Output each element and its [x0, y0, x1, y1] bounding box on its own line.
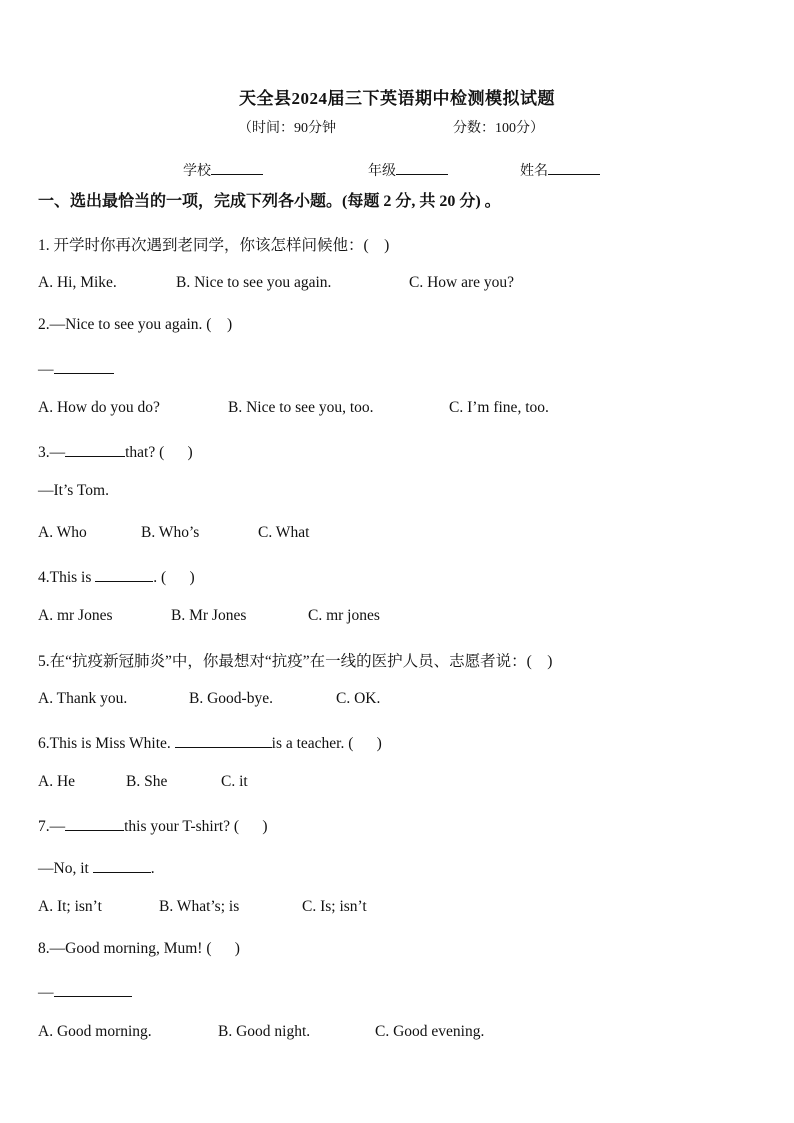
question-5-option-b[interactable]: B. Good-bye. — [189, 690, 273, 707]
question-7-reply-suffix: . — [150, 860, 155, 877]
question-4-option-c[interactable]: C. mr jones — [308, 607, 380, 624]
question-4-suffix: . ( ) — [153, 569, 195, 586]
question-2-reply-dash: — — [38, 361, 54, 378]
question-8-reply-dash: — — [38, 984, 54, 1001]
question-7-blank[interactable] — [65, 815, 124, 831]
question-1-option-b[interactable]: B. Nice to see you again. — [176, 274, 332, 291]
question-7-option-a[interactable]: A. It; isn’t — [38, 898, 102, 915]
question-1-stem: 1. 开学时你再次遇到老同学，你该怎样问候他：( ) — [38, 237, 390, 254]
exam-time: （时间：90分钟 — [238, 121, 336, 136]
school-blank[interactable] — [211, 160, 263, 175]
grade-label: 年级 — [368, 164, 396, 179]
question-7-prefix: 7.— — [38, 818, 66, 835]
question-6-suffix: is a teacher. ( ) — [271, 735, 382, 752]
question-2-stem: 2.—Nice to see you again. ( ) — [38, 316, 233, 333]
question-8-reply — [38, 981, 132, 1002]
question-2-reply — [38, 358, 114, 379]
question-6-option-c[interactable]: C. it — [221, 773, 248, 790]
question-8-stem: 8.—Good morning, Mum! ( ) — [38, 940, 240, 957]
question-6-stem — [38, 732, 382, 753]
question-6-blank[interactable] — [175, 732, 272, 748]
school-field — [183, 160, 263, 180]
question-7-reply-prefix: —No, it — [38, 860, 93, 877]
question-2-option-a[interactable]: A. How do you do? — [38, 399, 160, 416]
exam-score: 分数：100分） — [453, 121, 544, 136]
question-6-option-a[interactable]: A. He — [38, 773, 76, 790]
exam-title: 天全县2024届三下英语期中检测模拟试题 — [239, 89, 555, 108]
school-label: 学校 — [183, 164, 211, 179]
question-3-suffix: that? ( ) — [125, 444, 193, 461]
question-3-option-c[interactable]: C. What — [258, 524, 310, 541]
question-4-blank[interactable] — [95, 566, 153, 582]
question-7-reply-blank[interactable] — [93, 857, 151, 873]
question-8-answer-blank[interactable] — [54, 981, 132, 997]
question-2-answer-blank[interactable] — [54, 358, 114, 374]
question-7-option-b[interactable]: B. What’s; is — [159, 898, 240, 915]
question-5-stem: 5.在“抗疫新冠肺炎”中，你最想对“抗疫”在一线的医护人员、志愿者说：( ) — [38, 653, 553, 670]
question-7-stem — [38, 815, 268, 836]
question-1-option-a[interactable]: A. Hi, Mike. — [38, 274, 117, 291]
name-blank[interactable] — [548, 160, 600, 175]
question-7-reply — [38, 857, 155, 878]
question-1-option-c[interactable]: C. How are you? — [409, 274, 515, 291]
name-field — [520, 160, 600, 180]
question-8-option-c[interactable]: C. Good evening. — [375, 1023, 485, 1040]
grade-blank[interactable] — [396, 160, 448, 175]
question-5-option-c[interactable]: C. OK. — [336, 690, 381, 707]
question-7-option-c[interactable]: C. Is; isn’t — [302, 898, 367, 915]
question-3-stem — [38, 441, 193, 462]
grade-field — [368, 160, 448, 180]
question-3-prefix: 3.— — [38, 444, 66, 461]
question-5-option-a[interactable]: A. Thank you. — [38, 690, 128, 707]
question-3-option-b[interactable]: B. Who’s — [141, 524, 200, 541]
question-6-prefix: 6.This is Miss White. — [38, 735, 175, 752]
question-8-option-b[interactable]: B. Good night. — [218, 1023, 311, 1040]
question-6-option-b[interactable]: B. She — [126, 773, 168, 790]
question-4-prefix: 4.This is — [38, 569, 96, 586]
section-heading: 一、选出最恰当的一项，完成下列各小题。(每题 2 分, 共 20 分) 。 — [38, 193, 501, 210]
question-4-option-b[interactable]: B. Mr Jones — [171, 607, 247, 624]
question-4-option-a[interactable]: A. mr Jones — [38, 607, 113, 624]
question-2-option-b[interactable]: B. Nice to see you, too. — [228, 399, 374, 416]
question-3-option-a[interactable]: A. Who — [38, 524, 87, 541]
question-4-stem — [38, 566, 195, 587]
question-2-option-c[interactable]: C. I’m fine, too. — [449, 399, 549, 416]
question-3-reply: —It’s Tom. — [38, 482, 109, 499]
question-8-option-a[interactable]: A. Good morning. — [38, 1023, 152, 1040]
question-7-suffix: this your T-shirt? ( ) — [124, 818, 268, 835]
name-label: 姓名 — [520, 164, 548, 179]
question-3-blank[interactable] — [65, 441, 125, 457]
